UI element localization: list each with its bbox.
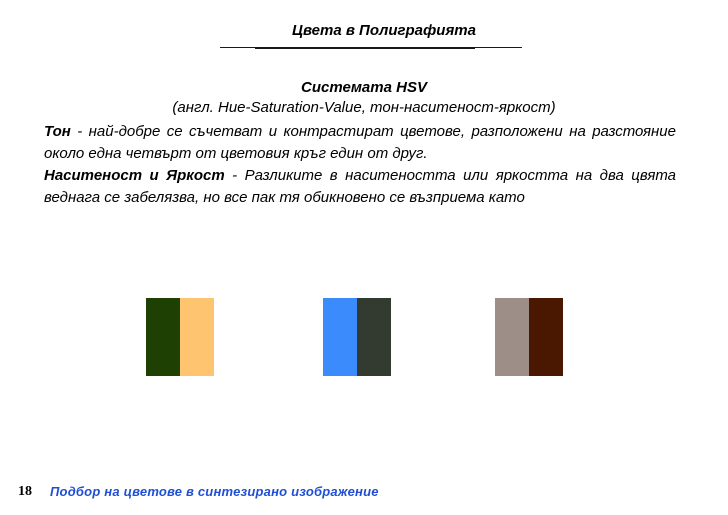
swatch-light-orange: [180, 298, 214, 376]
swatch-pair-2: [323, 298, 391, 376]
section-subheading: (англ. Hue-Saturation-Value, тон-наситеност-яркост): [172, 99, 556, 116]
swatch-blue: [323, 298, 357, 376]
paragraph-hue: [44, 121, 676, 165]
page-number: 18: [18, 484, 32, 499]
term-hue: Тон: [44, 123, 71, 140]
swatch-dark-gray: [357, 298, 391, 376]
swatch-dark-brown: [529, 298, 563, 376]
swatch-pair-1: [146, 298, 214, 376]
swatch-taupe: [495, 298, 529, 376]
swatch-pair-3: [495, 298, 563, 376]
title-underline-accent: [255, 47, 475, 49]
term-saturation-value: Наситеност и Яркост: [44, 167, 225, 184]
footer-caption: Подбор на цветове в синтезирано изображение: [50, 484, 379, 499]
paragraph-hue-text: - най-добре се съчетват и контрастират цветове, разположени на разстояние около една четвърт от цветовия кръг един от друг.: [44, 123, 676, 162]
paragraph-saturation-value-text: - Разликите в наситеността или яркостта на два цвята веднага се забелязва, но все пак тя обикновено се възприема като: [44, 167, 677, 206]
swatch-dark-green: [146, 298, 180, 376]
paragraph-saturation-value: [44, 165, 676, 209]
section-heading: Системата HSV: [301, 79, 427, 96]
body-text: [44, 121, 676, 209]
page-title: Цвета в Полиграфията: [292, 22, 476, 39]
